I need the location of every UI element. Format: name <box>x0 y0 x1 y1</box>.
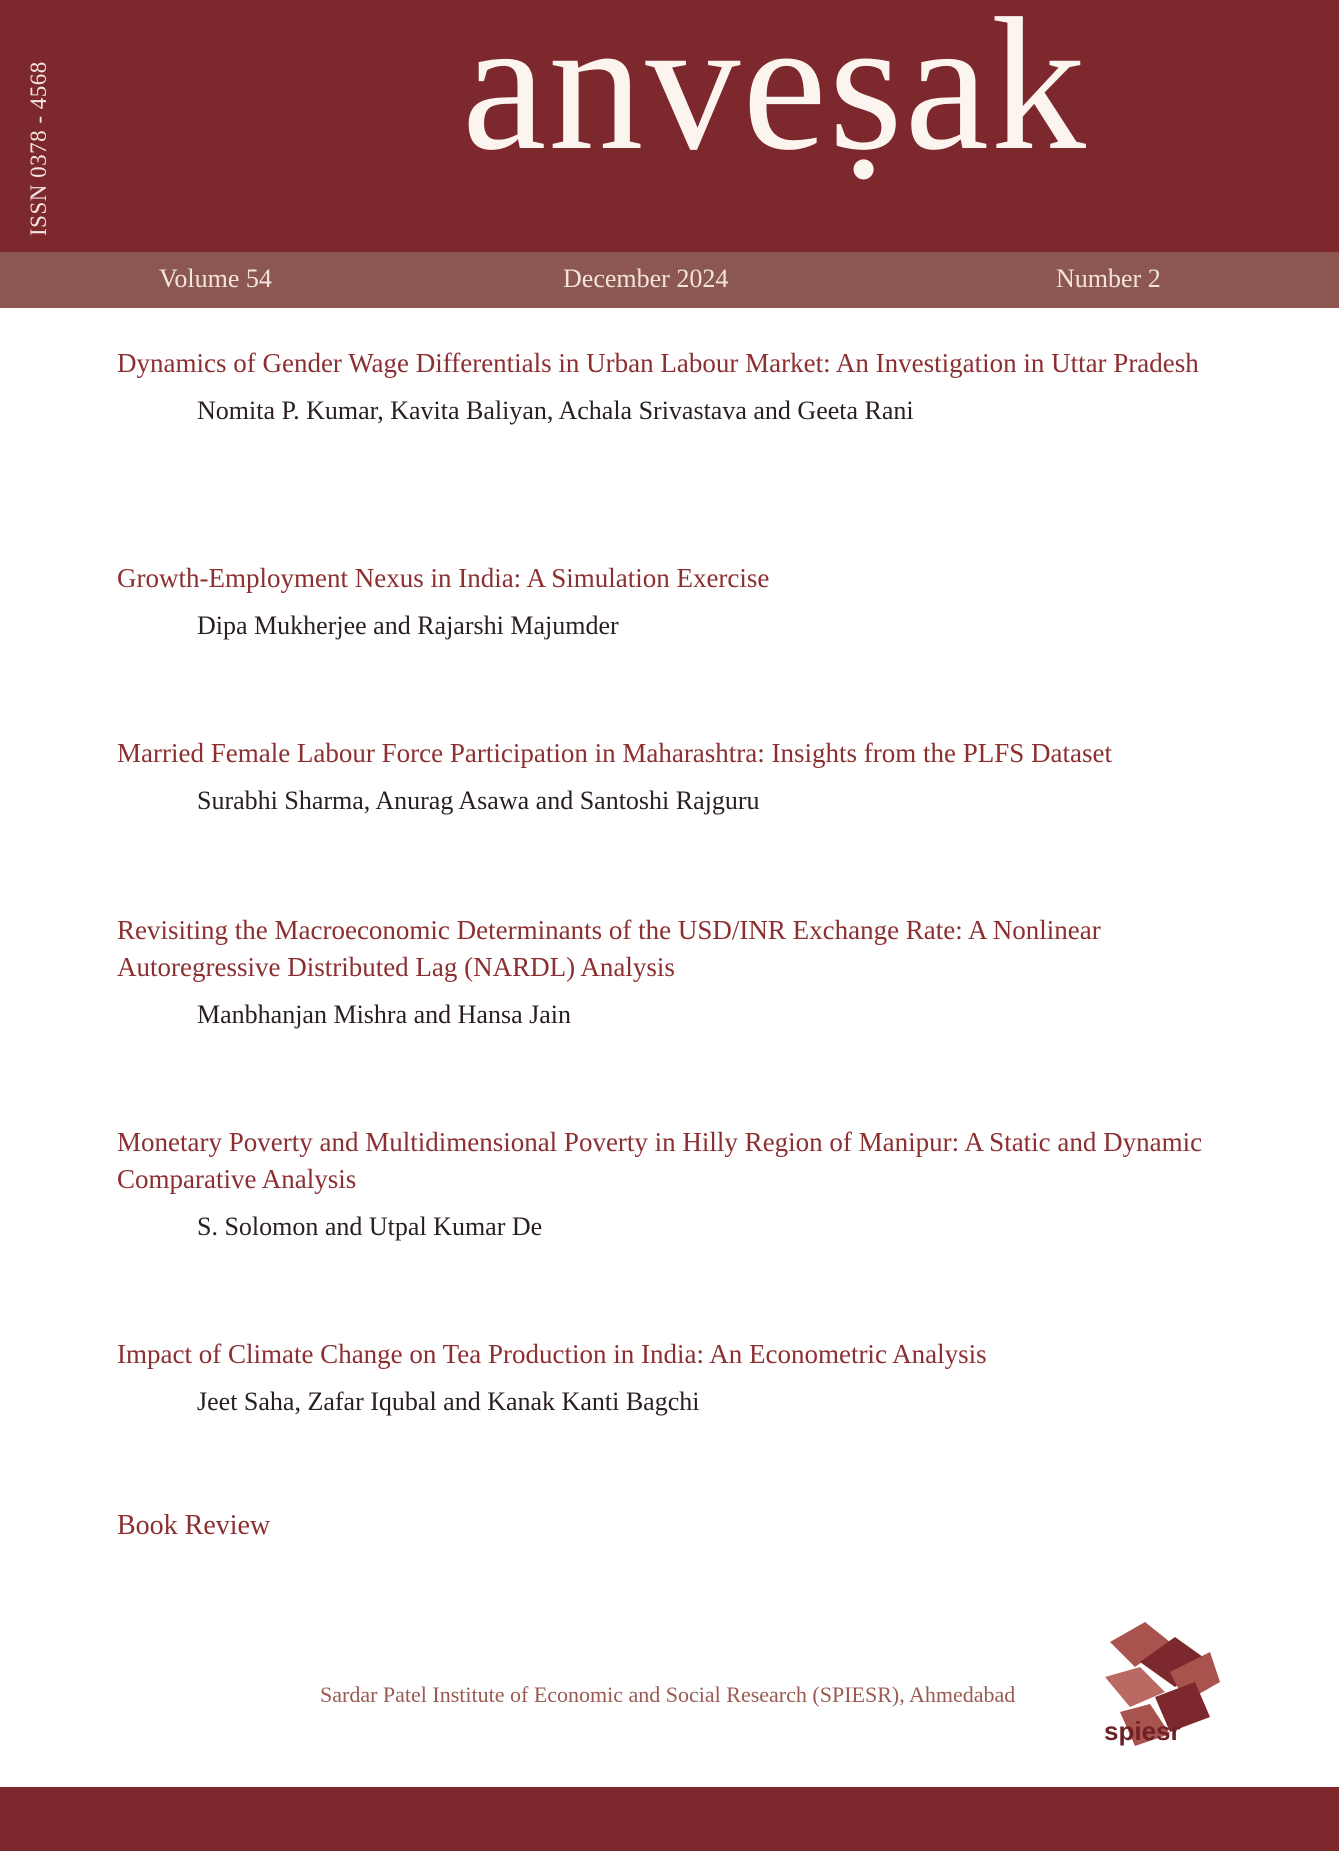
issue-info-bar <box>0 252 1339 308</box>
article-entry[interactable] <box>117 1124 1227 1242</box>
book-review-heading[interactable]: Book Review <box>117 1510 271 1541</box>
article-title[interactable]: Growth-Employment Nexus in India: A Simulation Exercise <box>117 563 770 593</box>
issue-date: December 2024 <box>563 264 729 293</box>
masthead-header <box>0 0 1339 252</box>
article-authors: Nomita P. Kumar, Kavita Baliyan, Achala Srivastava and Geeta Rani <box>197 396 914 425</box>
article-entry[interactable] <box>117 345 1227 426</box>
logo-text: spiesr <box>1104 1716 1181 1746</box>
article-authors: Dipa Mukherjee and Rajarshi Majumder <box>197 611 619 640</box>
article-title[interactable]: Married Female Labour Force Participation in Maharashtra: Insights from the PLFS Dataset <box>117 738 1113 768</box>
article-entry[interactable] <box>117 912 1227 1030</box>
journal-title: anveṣak <box>462 0 1088 190</box>
article-title[interactable]: Monetary Poverty and Multidimensional Poverty in Hilly Region of Manipur: A Static and Dynamic Comparative Analysis <box>117 1127 1203 1194</box>
spiesr-logo-icon <box>1100 1622 1220 1748</box>
article-title[interactable]: Impact of Climate Change on Tea Production in India: An Econometric Analysis <box>117 1339 987 1369</box>
article-entry[interactable] <box>117 1336 1227 1417</box>
article-authors: Manbhanjan Mishra and Hansa Jain <box>197 1000 572 1029</box>
volume-label: Volume 54 <box>159 264 272 293</box>
institute-name: Sardar Patel Institute of Economic and Social Research (SPIESR), Ahmedabad <box>320 1682 1016 1707</box>
issn-label: ISSN 0378 - 4568 <box>26 61 51 236</box>
article-title[interactable]: Dynamics of Gender Wage Differentials in Urban Labour Market: An Investigation in Uttar Pradesh <box>117 348 1199 378</box>
article-entry[interactable] <box>117 560 1227 641</box>
article-entry[interactable] <box>117 735 1227 816</box>
article-authors: Jeet Saha, Zafar Iqubal and Kanak Kanti Bagchi <box>197 1387 700 1416</box>
article-title[interactable]: Revisiting the Macroeconomic Determinants of the USD/INR Exchange Rate: A Nonlinear Autoregressive Distributed Lag (NARDL) Analysis <box>117 915 1101 982</box>
article-authors: Surabhi Sharma, Anurag Asawa and Santoshi Rajguru <box>197 786 760 815</box>
footer-band <box>0 1787 1339 1851</box>
article-authors: S. Solomon and Utpal Kumar De <box>197 1212 543 1241</box>
issue-number: Number 2 <box>1056 264 1161 293</box>
